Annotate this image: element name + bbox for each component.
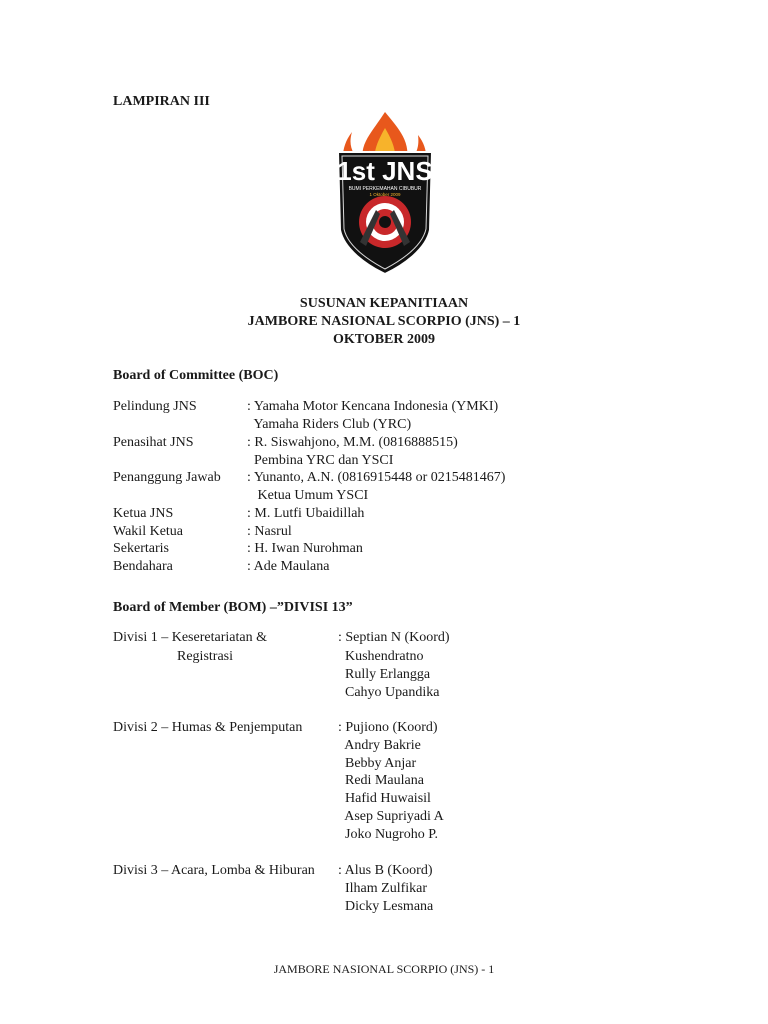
division-member: Kushendratno — [338, 649, 424, 664]
title-line-2: JAMBORE NASIONAL SCORPIO (JNS) – 1 — [247, 314, 521, 329]
page-footer: JAMBORE NASIONAL SCORPIO (JNS) - 1 — [273, 962, 495, 976]
logo-main-text: 1st JNS — [337, 156, 433, 186]
division-member: Redi Maulana — [338, 773, 424, 788]
boc-label: Sekertaris — [113, 541, 169, 556]
division-member: Dicky Lesmana — [338, 899, 434, 914]
division-label: Registrasi — [177, 649, 233, 664]
division-member: Ilham Zulfikar — [338, 881, 428, 896]
logo-sub-text: BUMI PERKEMAHAN CIBUBUR — [348, 186, 422, 192]
division-member: : Alus B (Koord) — [338, 863, 433, 878]
division-member: Hafid Huwaisil — [338, 791, 431, 806]
boc-value: : Nasrul — [247, 524, 292, 539]
jns-logo — [330, 110, 440, 280]
division-member: : Pujiono (Koord) — [338, 720, 438, 735]
division-label: Divisi 1 – Keseretariatan & — [113, 630, 267, 645]
jns-shield-emblem — [330, 110, 440, 280]
title-line-3: OKTOBER 2009 — [332, 332, 436, 347]
division-label: Divisi 2 – Humas & Penjemputan — [113, 720, 303, 735]
boc-value: Yamaha Riders Club (YRC) — [247, 416, 412, 432]
boc-value: : H. Iwan Nurohman — [247, 541, 363, 556]
division-label: Divisi 3 – Acara, Lomba & Hiburan — [113, 863, 315, 878]
bom-heading: Board of Member (BOM) –”DIVISI 13” — [113, 600, 353, 615]
boc-value: Pembina YRC dan YSCI — [247, 452, 394, 468]
boc-label: Penasihat JNS — [113, 435, 194, 450]
boc-label: Bendahara — [113, 559, 173, 574]
boc-label: Wakil Ketua — [113, 524, 184, 539]
lampiran-heading: LAMPIRAN III — [113, 94, 210, 109]
boc-heading: Board of Committee (BOC) — [113, 368, 279, 383]
boc-value: : Yunanto, A.N. (0816915448 or 0215481467) — [247, 470, 506, 485]
division-member: Bebby Anjar — [338, 756, 417, 771]
title-line-1: SUSUNAN KEPANITIAAN — [299, 296, 469, 311]
boc-value: : M. Lutfi Ubaidillah — [247, 506, 365, 521]
logo-date-text: 1 Oktober 2009 — [369, 192, 401, 197]
division-member: Rully Erlangga — [338, 667, 431, 682]
boc-label: Pelindung JNS — [113, 399, 197, 414]
division-member: Andry Bakrie — [338, 738, 421, 753]
boc-value: : Yamaha Motor Kencana Indonesia (YMKI) — [247, 399, 499, 414]
boc-value: Ketua Umum YSCI — [247, 487, 369, 503]
division-member: : Septian N (Koord) — [338, 630, 450, 645]
boc-label: Penanggung Jawab — [113, 470, 221, 485]
division-member: Joko Nugroho P. — [338, 827, 438, 842]
division-member: Cahyo Upandika — [338, 685, 440, 700]
boc-value: : R. Siswahjono, M.M. (0816888515) — [247, 435, 458, 450]
boc-value: : Ade Maulana — [247, 559, 330, 574]
boc-label: Ketua JNS — [113, 506, 174, 521]
division-member: Asep Supriyadi A — [338, 809, 444, 824]
